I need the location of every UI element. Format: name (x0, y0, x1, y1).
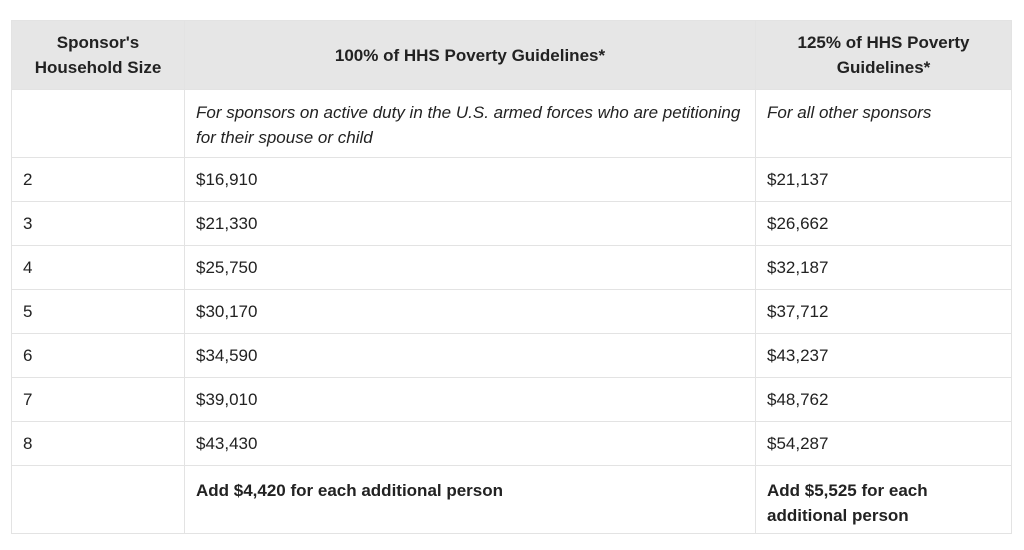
household-size-cell: 5 (12, 290, 185, 334)
table-row (12, 202, 1012, 246)
footer-cell-125-percent: Add $5,525 for each additional person (756, 466, 1012, 534)
household-size-cell: 7 (12, 378, 185, 422)
table-row (12, 378, 1012, 422)
table-row (12, 158, 1012, 202)
note-cell-100-percent: For sponsors on active duty in the U.S. armed forces who are petitioning for their spouse or child (185, 90, 756, 158)
poverty-guidelines-table (11, 20, 1012, 534)
income-100-cell: $30,170 (185, 290, 756, 334)
income-100-cell: $25,750 (185, 246, 756, 290)
header-100-percent: 100% of HHS Poverty Guidelines* (185, 21, 756, 90)
poverty-guidelines-table-container (11, 20, 1011, 534)
income-125-cell: $32,187 (756, 246, 1012, 290)
household-size-cell: 6 (12, 334, 185, 378)
income-100-cell: $43,430 (185, 422, 756, 466)
income-125-cell: $54,287 (756, 422, 1012, 466)
table-row (12, 246, 1012, 290)
header-household-size: Sponsor's Household Size (12, 21, 185, 90)
table-row (12, 422, 1012, 466)
income-100-cell: $39,010 (185, 378, 756, 422)
footer-cell-household (12, 466, 185, 534)
table-body (12, 90, 1012, 534)
additional-person-row (12, 466, 1012, 534)
note-cell-125-percent: For all other sponsors (756, 90, 1012, 158)
income-100-cell: $16,910 (185, 158, 756, 202)
header-row (12, 21, 1012, 90)
header-125-percent: 125% of HHS Poverty Guidelines* (756, 21, 1012, 90)
table-row (12, 334, 1012, 378)
household-size-cell: 8 (12, 422, 185, 466)
household-size-cell: 2 (12, 158, 185, 202)
note-cell-household (12, 90, 185, 158)
table-row (12, 290, 1012, 334)
income-125-cell: $48,762 (756, 378, 1012, 422)
note-row (12, 90, 1012, 158)
household-size-cell: 3 (12, 202, 185, 246)
income-100-cell: $34,590 (185, 334, 756, 378)
income-125-cell: $21,137 (756, 158, 1012, 202)
income-100-cell: $21,330 (185, 202, 756, 246)
footer-cell-100-percent: Add $4,420 for each additional person (185, 466, 756, 534)
income-125-cell: $26,662 (756, 202, 1012, 246)
income-125-cell: $37,712 (756, 290, 1012, 334)
income-125-cell: $43,237 (756, 334, 1012, 378)
household-size-cell: 4 (12, 246, 185, 290)
table-header (12, 21, 1012, 90)
